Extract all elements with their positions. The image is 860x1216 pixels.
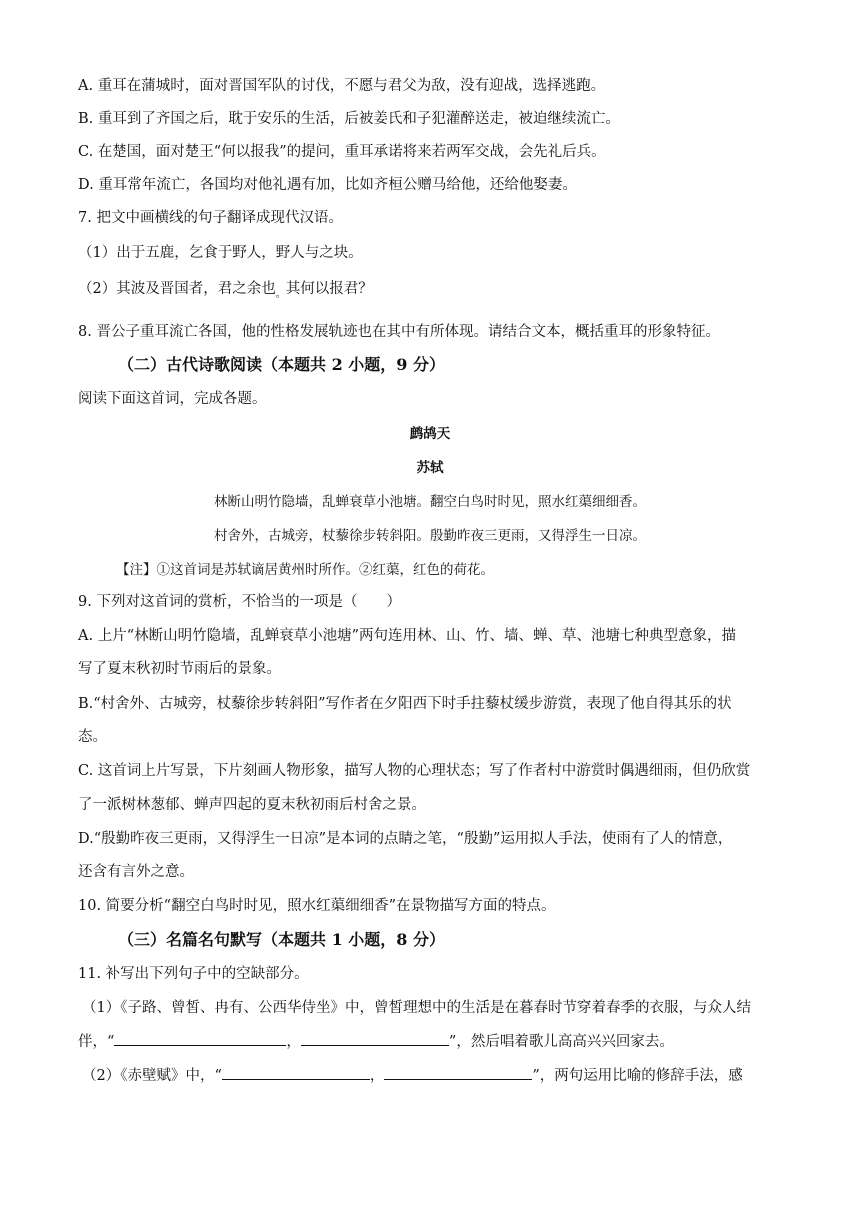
poem-author: 苏轼 bbox=[416, 460, 444, 476]
q11-item-2-line-1 bbox=[82, 1065, 802, 1086]
answer-blank-1[interactable] bbox=[114, 1031, 286, 1046]
section-2-heading: （二）古代诗歌阅读（本题共 2 小题，9 分） bbox=[118, 355, 445, 374]
q6-option-d: D. 重耳常年流亡，各国均对他礼遇有加，比如齐桓公赠马给他，还给他娶妻。 bbox=[78, 177, 577, 193]
answer-blank-4[interactable] bbox=[384, 1065, 532, 1080]
q7-sentence-2 bbox=[78, 279, 798, 301]
q9-option-d-line-2: 还含有言外之意。 bbox=[78, 864, 194, 880]
section-2-intro: 阅读下面这首词，完成各题。 bbox=[78, 391, 267, 407]
answer-blank-3[interactable] bbox=[222, 1065, 370, 1080]
q7-sentence-2-part-b: 其何以报君？ bbox=[285, 281, 373, 297]
q9-option-a-line-2: 写了夏末秋初时节雨后的景象。 bbox=[78, 661, 281, 677]
q11-item-1-line-2 bbox=[78, 1031, 798, 1052]
q11-item-2-prefix: （2）《赤壁赋》中，“ bbox=[82, 1068, 222, 1084]
q7-sentence-1: （1）出于五鹿，乞食于野人，野人与之块。 bbox=[78, 245, 363, 261]
q7-sentence-2-part-a: （2）其波及晋国者，君之余也 bbox=[78, 281, 276, 297]
q11-item-2-comma: ， bbox=[369, 1068, 385, 1084]
q9-option-b-line-1: B.“村舍外、古城旁，杖藜徐步转斜阳”写作者在夕阳西下时手拄藜杖缓步游赏，表现了他自得其乐的状 bbox=[78, 696, 732, 712]
q11-item-1-prefix: 伴，“ bbox=[78, 1034, 115, 1050]
poem-line-1: 林断山明竹隐墙，乱蝉衰草小池塘。翻空白鸟时时见，照水红蕖细细香。 bbox=[214, 494, 646, 510]
answer-blank-2[interactable] bbox=[301, 1031, 449, 1046]
q9-option-d-line-1: D.“殷勤昨夜三更雨，又得浮生一日凉”是本词的点睛之笔，“殷勤”运用拟人手法，使雨有了人的情意， bbox=[78, 831, 733, 847]
q7-stem: 7. 把文中画横线的句子翻译成现代汉语。 bbox=[78, 210, 343, 226]
q7-sentence-2-dot: 。 bbox=[275, 289, 286, 300]
q10-stem: 10. 简要分析“翻空白鸟时时见，照水红蕖细细香”在景物描写方面的特点。 bbox=[78, 898, 556, 914]
q11-item-1-suffix: ”，然后唱着歌儿高高兴兴回家去。 bbox=[448, 1034, 674, 1050]
q9-stem: 9. 下列对这首词的赏析，不恰当的一项是（ ） bbox=[78, 594, 401, 610]
q6-option-b: B. 重耳到了齐国之后，耽于安乐的生活，后被姜氏和子犯灌醉送走，被迫继续流亡。 bbox=[78, 111, 620, 127]
q6-option-a: A. 重耳在蒲城时，面对晋国军队的讨伐，不愿与君父为敌，没有迎战，选择逃跑。 bbox=[78, 78, 606, 94]
q6-option-c: C. 在楚国，面对楚王“何以报我”的提问，重耳承诺将来若两军交战，会先礼后兵。 bbox=[78, 144, 606, 160]
q11-stem: 11. 补写出下列句子中的空缺部分。 bbox=[78, 966, 309, 982]
poem-line-2: 村舍外，古城旁，杖藜徐步转斜阳。殷勤昨夜三更雨，又得浮生一日凉。 bbox=[214, 528, 646, 544]
q9-option-a-line-1: A. 上片“林断山明竹隐墙，乱蝉衰草小池塘”两句连用林、山、竹、墙、蝉、草、池塘七种典型意象，描 bbox=[78, 628, 737, 644]
poem-note: 【注】①这首词是苏轼谪居黄州时所作。②红蕖，红色的荷花。 bbox=[116, 562, 494, 578]
q11-item-1-comma: ， bbox=[286, 1034, 301, 1050]
q11-item-2-suffix: ”，两句运用比喻的修辞手法，感 bbox=[532, 1068, 743, 1084]
poem-title: 鹧鸪天 bbox=[409, 426, 451, 442]
q8-stem: 8. 晋公子重耳流亡各国，他的性格发展轨迹也在其中有所体现。请结合文本，概括重耳的形象特征。 bbox=[78, 324, 720, 340]
section-3-heading: （三）名篇名句默写（本题共 1 小题，8 分） bbox=[118, 930, 445, 949]
q9-option-b-line-2: 态。 bbox=[78, 729, 107, 745]
q9-option-c-line-2: 了一派树林葱郁、蝉声四起的夏末秋初雨后村舍之景。 bbox=[78, 797, 426, 813]
q11-item-1-line-1: （1）《子路、曾皙、冉有、公西华侍坐》中，曾皙理想中的生活是在暮春时节穿着春季的衣服，与众人结 bbox=[82, 1000, 751, 1016]
q9-option-c-line-1: C. 这首词上片写景，下片刻画人物形象，描写人物的心理状态；写了作者村中游赏时偶遇细雨，但仍欣赏 bbox=[78, 763, 751, 779]
